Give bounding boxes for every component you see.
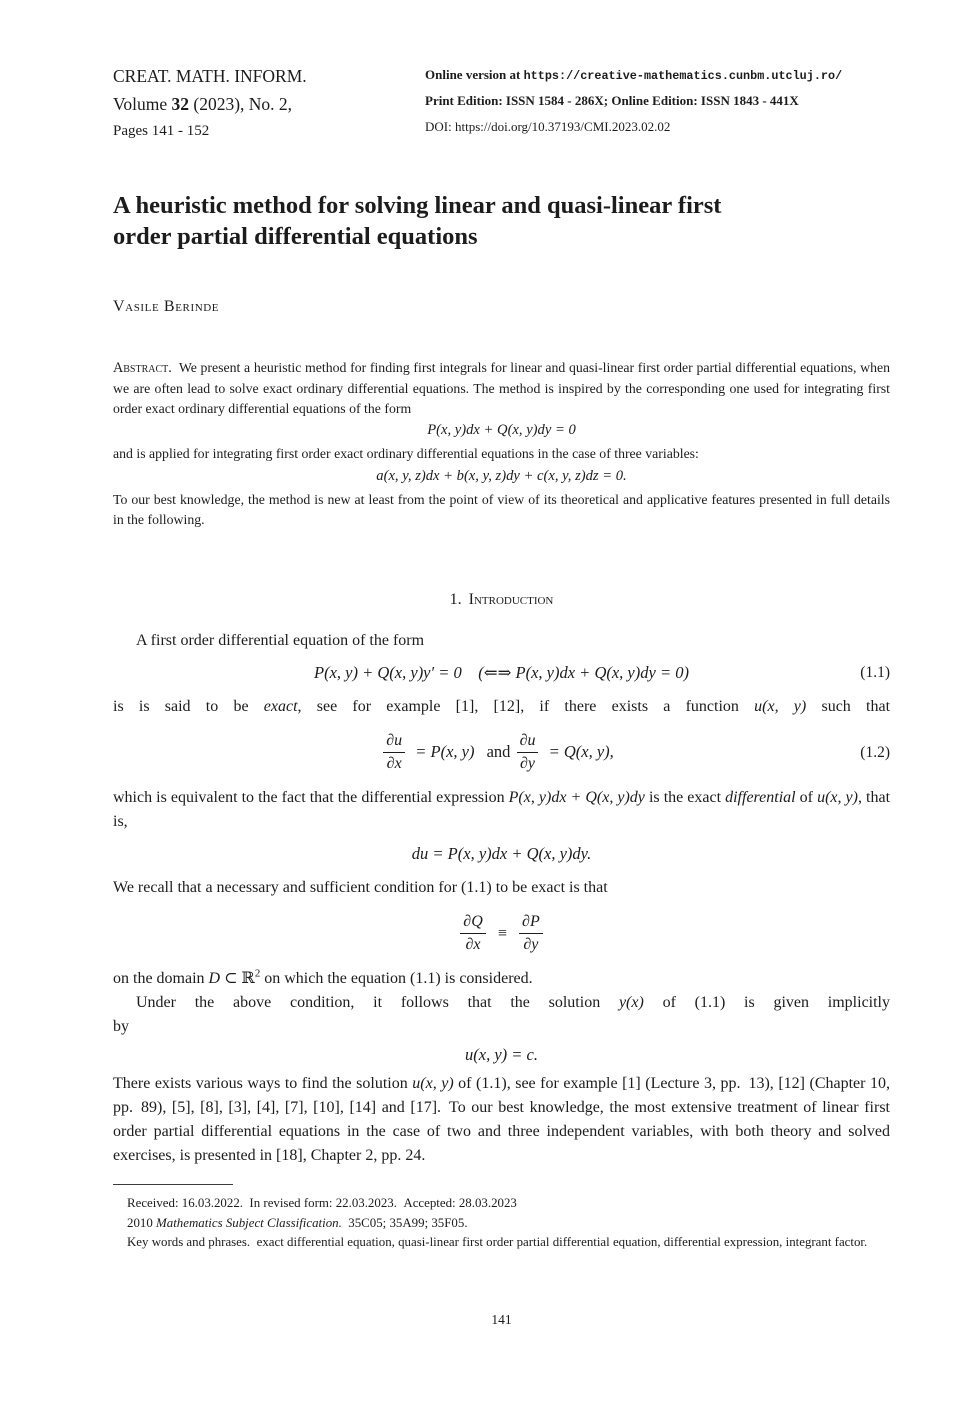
intro-paragraph-2: is is said to be exact, see for example [1], [12], if there exists a function u(x, y) such that bbox=[113, 698, 891, 716]
paper-title-line-2: order partial differential equations bbox=[113, 223, 478, 250]
paper-title-line-1: A heuristic method for solving linear and quasi-linear first bbox=[113, 192, 722, 219]
fraction-du-dx bbox=[383, 731, 405, 774]
abstract-paragraph-3: To our best knowledge, the method is new at least from the point of view of its theoretical and applicative features presented in full details in the following. bbox=[113, 491, 890, 527]
equation-exactness-condition bbox=[113, 912, 890, 955]
journal-info-block bbox=[113, 66, 425, 140]
fraction-numerator: ∂u bbox=[517, 731, 539, 753]
doi-label: DOI: bbox=[425, 119, 455, 134]
intro-paragraph-7: There exists various ways to find the solution u(x, y) of (1.1), see for example [1] (Lecture 3, pp. 13), [12] (Chapter 10, pp. 89), [5], [8], [3], [4], [7], [10], [14] and [17]. To our best knowledge, the most extensive treatment of linear first order partial differential equations in the case of two and three independent variables, with both theory and solved exercises, is presented in [18], Chapter 2, pp. 24. bbox=[113, 1075, 891, 1165]
fraction-numerator: ∂u bbox=[383, 731, 405, 753]
abstract-section bbox=[113, 358, 890, 529]
intro-paragraph-6-line-1: Under the above condition, it follows that the solution y(x) of (1.1) is given implicitly bbox=[136, 994, 891, 1012]
footnote-keywords-line: Key words and phrases. exact differential equation, quasi-linear first order partial differential equation, differential expression, integrant factor. bbox=[127, 1235, 868, 1250]
footnote-block bbox=[113, 1194, 890, 1253]
fraction-du-dy bbox=[517, 731, 539, 774]
intro-paragraph-4: We recall that a necessary and sufficient condition for (1.1) to be exact is that bbox=[113, 879, 608, 897]
equation-1-2-tag: (1.2) bbox=[860, 743, 890, 761]
intro-paragraph-6-line-2: by bbox=[113, 1018, 129, 1036]
equation-1-1 bbox=[113, 663, 890, 683]
abstract-equation-1: P(x, y)dx + Q(x, y)dy = 0 bbox=[427, 422, 576, 439]
doi-line bbox=[425, 119, 842, 135]
equation-du: du = P(x, y)dx + Q(x, y)dy. bbox=[411, 844, 592, 864]
fraction-numerator: ∂P bbox=[519, 912, 543, 934]
author-name: Vasile Berinde bbox=[113, 298, 220, 315]
footnote-msc-line: 2010 Mathematics Subject Classification. 35C05; 35A99; 35F05. bbox=[127, 1215, 468, 1230]
journal-name: CREAT. MATH. INFORM. bbox=[113, 66, 307, 86]
fraction-denominator: ∂x bbox=[465, 936, 481, 954]
equation-1-2-conjunction: and bbox=[486, 741, 511, 761]
fraction-denominator: ∂x bbox=[386, 755, 402, 773]
online-version-label: Online version at bbox=[425, 67, 524, 82]
fraction-denominator: ∂y bbox=[523, 936, 539, 954]
volume-line: Volume 32 (2023), No. 2, bbox=[113, 94, 293, 114]
fraction-numerator: ∂Q bbox=[460, 912, 485, 934]
online-version-url-link[interactable]: https://creative-mathematics.cunbm.utcluj.ro/ bbox=[523, 69, 843, 83]
equation-1-1-tag: (1.1) bbox=[860, 664, 890, 682]
section-number: 1. bbox=[449, 591, 462, 609]
section-heading-introduction bbox=[113, 591, 890, 609]
intro-paragraph-5: on the domain D ⊂ ℝ$^2$ on which the equation (1.1) is considered. bbox=[113, 968, 533, 988]
doi-url-link[interactable]: https://doi.org/10.37193/CMI.2023.02.02 bbox=[454, 119, 671, 134]
abstract-text-1: We present a heuristic method for finding first integrals for linear and quasi-linear first order partial differential equations, when we are often lead to solve exact ordinary differential equations. The method is inspired by the corresponding one used for integrating first order exact ordinary differential equations of the form bbox=[113, 360, 890, 416]
abstract-paragraph-2: and is applied for integrating first order exact ordinary differential equations in the case of three variables: bbox=[113, 446, 699, 462]
issn-line: Print Edition: ISSN 1584 - 286X; Online Edition: ISSN 1843 - 441X bbox=[425, 93, 799, 108]
equation-1-2-lhs: = P(x, y) bbox=[415, 741, 475, 761]
online-version-line bbox=[425, 67, 842, 83]
equation-1-1-body: P(x, y) + Q(x, y)y′ = 0 (⇐⇒ P(x, y)dx + Q(x, y)dy = 0) bbox=[314, 663, 689, 683]
fraction-dp-dy bbox=[519, 912, 543, 955]
intro-paragraph-3: which is equivalent to the fact that the differential expression P(x, y)dx + Q(x, y)dy is the exact differential of u(x, y), that is, bbox=[113, 789, 891, 831]
fraction-denominator: ∂y bbox=[520, 755, 536, 773]
footnote-rule bbox=[113, 1184, 233, 1185]
paper-title bbox=[113, 190, 890, 252]
fraction-dq-dx bbox=[460, 912, 485, 955]
journal-header bbox=[113, 66, 890, 140]
abstract-label: Abstract. bbox=[113, 360, 172, 376]
abstract-equation-2: a(x, y, z)dx + b(x, y, z)dy + c(x, y, z)dz = 0. bbox=[376, 467, 627, 484]
intro-paragraph-1: A first order differential equation of the form bbox=[136, 632, 425, 650]
equation-u-equals-c: u(x, y) = c. bbox=[465, 1045, 538, 1065]
section-title: Introduction bbox=[468, 591, 554, 609]
pages-line: Pages 141 - 152 bbox=[113, 123, 210, 139]
footnote-received-line: Received: 16.03.2022. In revised form: 22.03.2023. Accepted: 28.03.2023 bbox=[127, 1196, 517, 1211]
equation-1-2 bbox=[113, 731, 890, 774]
equation-1-2-rhs: = Q(x, y), bbox=[548, 741, 614, 761]
publication-info-block bbox=[425, 66, 842, 140]
page-number: 141 bbox=[491, 1312, 512, 1327]
abstract-paragraph-1 bbox=[113, 358, 890, 418]
equivalence-symbol: ≡ bbox=[497, 924, 507, 942]
